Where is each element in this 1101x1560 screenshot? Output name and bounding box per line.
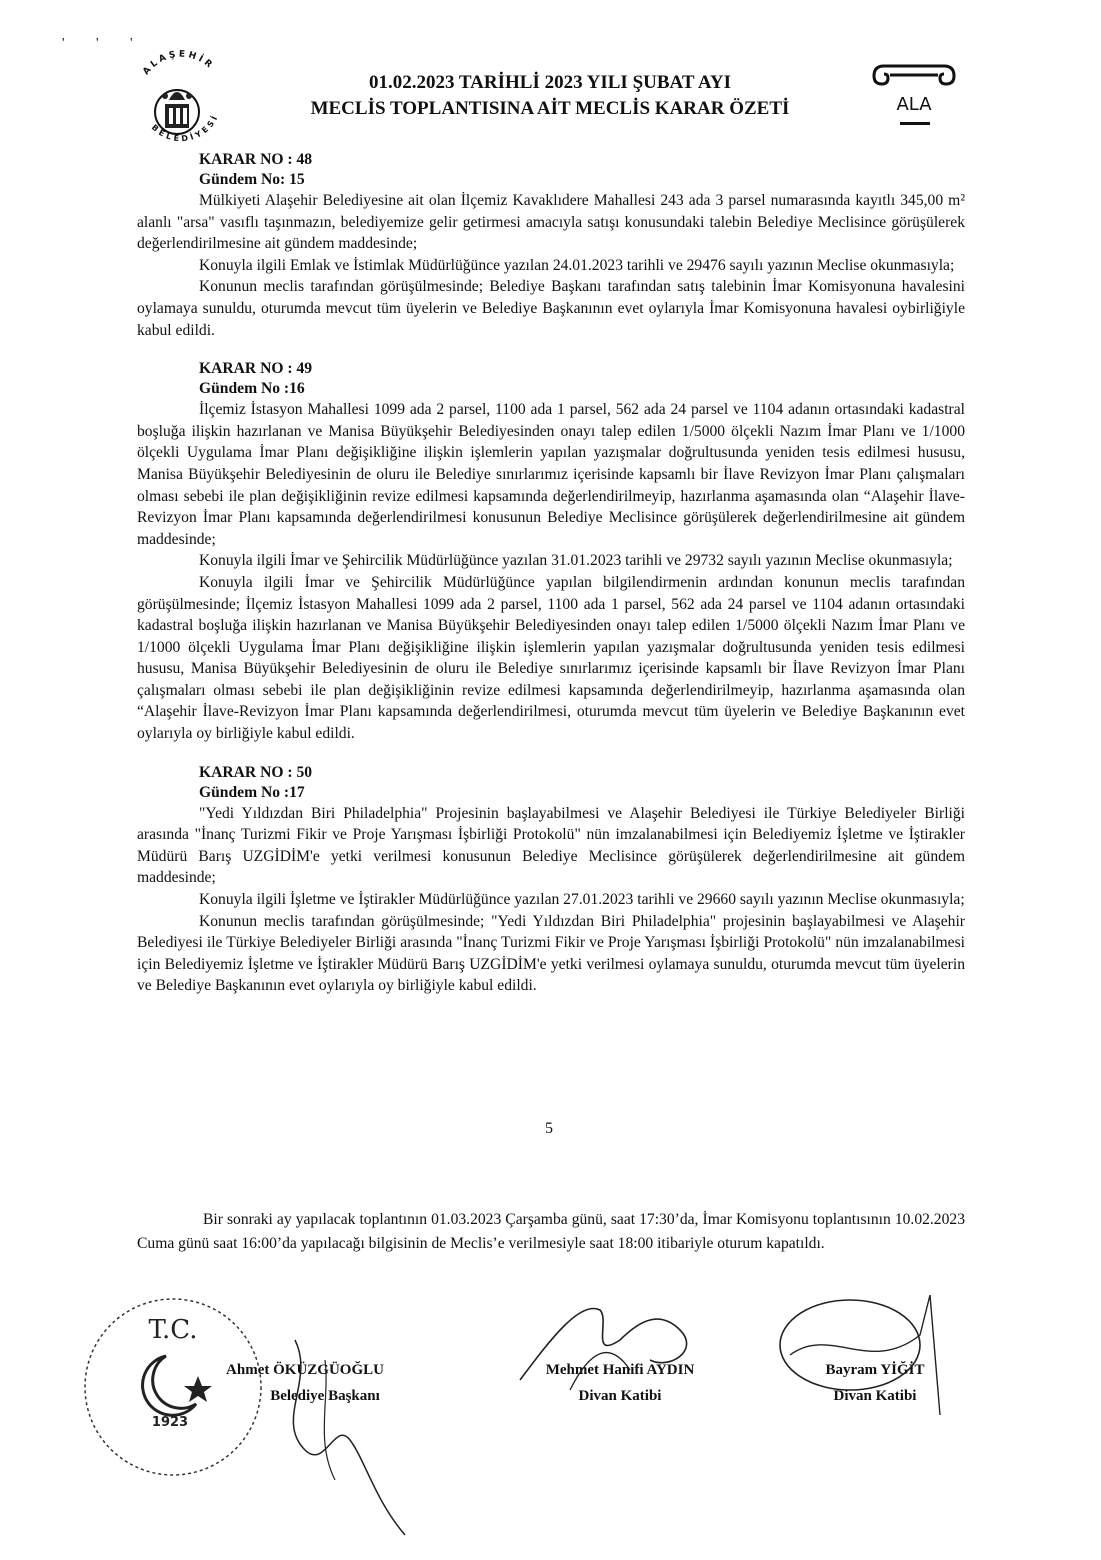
signer-role: Divan Katibi [578,1388,662,1404]
signer-name: Ahmet ÖKÜZGÜOĞLU [226,1362,384,1378]
decision-block [137,359,965,745]
signer-name: Mehmet Hanifi AYDIN [545,1362,695,1378]
gundem-number: Gündem No :17 [199,783,305,801]
karar-number: KARAR NO : 49 [199,360,313,378]
decision-paragraph: Konunun meclis tarafından görüşülmesinde; Belediye Başkanı tarafından satış talebinin İmar Komisyonuna havalesini oylamaya sunuldu, oturumda mevcut tüm üyelerin ve Belediye Başkanının evet oylarıyla İmar Komisyonuna havalesi oybirliğiyle kabul edildi. [137,278,965,339]
signer-name: Bayram YİĞİT [825,1362,925,1378]
scan-marks: ' ' ' [62,36,147,51]
closing-paragraph: Bir sonraki ay yapılacak toplantının 01.03.2023 Çarşamba günü, saat 17:30’da, İmar Komisyonu toplantısının 10.02.2023 Cuma günü saat 16:00’da yapılacağı bilgisinin de Meclis’e verilmesiyle saat 18:00 itibariyle oturum kapatıldı. [137,1211,965,1252]
ala-logo [868,62,960,130]
signer-role: Divan Katibi [833,1388,917,1404]
decisions-content [137,150,965,997]
handwritten-signature-clerk-1 [510,1280,720,1410]
title-line-1: 01.02.2023 TARİHLİ 2023 YILI ŞUBAT AYI [369,72,731,93]
title-line-2: MECLİS TOPLANTISINA AİT MECLİS KARAR ÖZETİ [310,98,790,119]
signer-role: Belediye Başkanı [270,1388,380,1404]
decision-block [137,150,965,341]
karar-number: KARAR NO : 48 [199,151,313,168]
alasehir-belediyesi-logo [125,42,235,152]
seal-year: 1923 [151,1415,189,1430]
decision-paragraph: Mülkiyeti Alaşehir Belediyesine ait olan İlçemiz Kavaklıdere Mahallesi 243 ada 3 parsel numarasında kayıtlı 345,00 m² alanlı "arsa" vasıflı taşınmazın, belediyemize gelir getirmesi amacıyla satışı konusundaki talebin Belediye Meclisince görüşülerek değerlendirilmesine ait gündem maddesinde; [137,192,965,253]
decision-block [137,763,965,997]
decision-paragraph: Konuyla ilgili İmar ve Şehircilik Müdürlüğünce yazılan 31.01.2023 tarihli ve 29732 sayılı yazının Meclise okunmasıyla; [199,552,953,570]
svg-text:BELEDİYESİ: BELEDİYESİ [149,112,221,144]
gundem-number: Gündem No :16 [199,380,305,398]
gundem-number: Gündem No: 15 [199,171,305,188]
decision-paragraph: "Yedi Yıldızdan Biri Philadelphia" Projesinin başlayabilmesi ve Alaşehir Belediyesi ile Türkiye Belediyeler Birliği arasında "İnanç Turizmi Fikir ve Proje Yarışması İşbirliği Protokolü" nün imzalanabilmesi için Belediyemiz İşletme ve İştirakler Müdürü Barış UZGİDİM'e yetki verilmesi konusunun Belediye Meclisince görüşülerek değerlendirilmesine ait gündem maddesinde; [137,804,965,887]
svg-text:ALAŞEHİR: ALAŞEHİR [141,49,216,78]
ala-logo-text: ALA [896,94,932,115]
handwritten-signature-clerk-2 [770,1285,960,1425]
decision-paragraph: İlçemiz İstasyon Mahallesi 1099 ada 2 parsel, 1100 ada 1 parsel, 562 ada 24 parsel ve 1104 adanın ortasındaki kadastral boşluğa ilişkin hazırlanan ve Manisa Büyükşehir Belediyesinden onayı talep edilen 1/5000 ölçekli Nazım İmar Planı ve 1/1000 ölçekli Uygulama İmar Planı değişikliğine ilişkin işlemlerin yapılan yazışmalar doğrultusunda yeniden tesis edilmesi hususu, Manisa Büyükşehir Belediyesinin de oluru ile Belediye sınırlarımız içerisinde kapsamlı bir İlave Revizyon İmar Planı çalışmaları olması sebebi ile plan değişikliğinin revize edilmesi kapsamında değerlendirilmeyip, hazırlanma aşamasında olan “Alaşehir İlave-Revizyon İmar Planı kapsamında değerlendirilmesi konusunun Belediye Meclisince görüşülerek değerlendirilmesine ait gündem maddesinde; [137,401,965,548]
handwritten-signature-mayor [255,1300,425,1540]
page-number: 5 [545,1120,553,1137]
karar-number: KARAR NO : 50 [199,763,313,781]
seal-top-text: T.C. [148,1315,198,1345]
decision-paragraph: Konuyla ilgili İmar ve Şehircilik Müdürlüğünce yapılan bilgilendirmenin ardından konunun meclis tarafından görüşülmesinde; İlçemiz İstasyon Mahallesi 1099 ada 2 parsel, 1100 ada 1 parsel, 562 ada 24 parsel ve 1104 adanın ortasındaki kadastral boşluğa ilişkin hazırlanan ve Manisa Büyükşehir Belediyesinden onayı talep edilen 1/5000 ölçekli Nazım İmar Planı ve 1/1000 ölçekli Uygulama İmar Planı değişikliğine ilişkin işlemlerin yapılan yazışmalar doğrultusunda yeniden tesis edilmesi hususu, Manisa Büyükşehir Belediyesinin de oluru ile Belediye sınırlarımız içerisinde kapsamlı bir İlave Revizyon İmar Planı çalışmaları olması sebebi ile plan değişikliğinin revize edilmesi kapsamında değerlendirilmeyip, hazırlanma aşamasında olan “Alaşehir İlave-Revizyon İmar Planı kapsamında değerlendirilmesi, oturumda mevcut tüm üyelerin ve Belediye Başkanının evet oylarıyla oy birliğiyle kabul edildi. [137,573,965,743]
decision-paragraph: Konunun meclis tarafından görüşülmesinde; "Yedi Yıldızdan Biri Philadelphia" projesinin başlayabilmesi ve Alaşehir Belediyesi ile Türkiye Belediyeler Birliği arasında "İnanç Turizmi Fikir ve Proje Yarışması İşbirliği Protokolü" nün imzalanabilmesi için Belediyemiz İşletme ve İştirakler Müdürü Barış UZGİDİM'e yetki verilmesi oylamaya sunuldu, oturumda mevcut tüm üyelerin ve Belediye Başkanının evet oylarıyla oy birliğiyle kabul edildi. [137,912,965,995]
decision-paragraph: Konuyla ilgili İşletme ve İştirakler Müdürlüğünce yazılan 27.01.2023 tarihli ve 29660 sayılı yazının Meclise okunmasıyla; [199,891,965,909]
document-title [250,70,850,122]
decision-paragraph: Konuyla ilgili Emlak ve İstimlak Müdürlüğünce yazılan 24.01.2023 tarihli ve 29476 sayılı yazının Meclise okunmasıyla; [199,256,955,274]
